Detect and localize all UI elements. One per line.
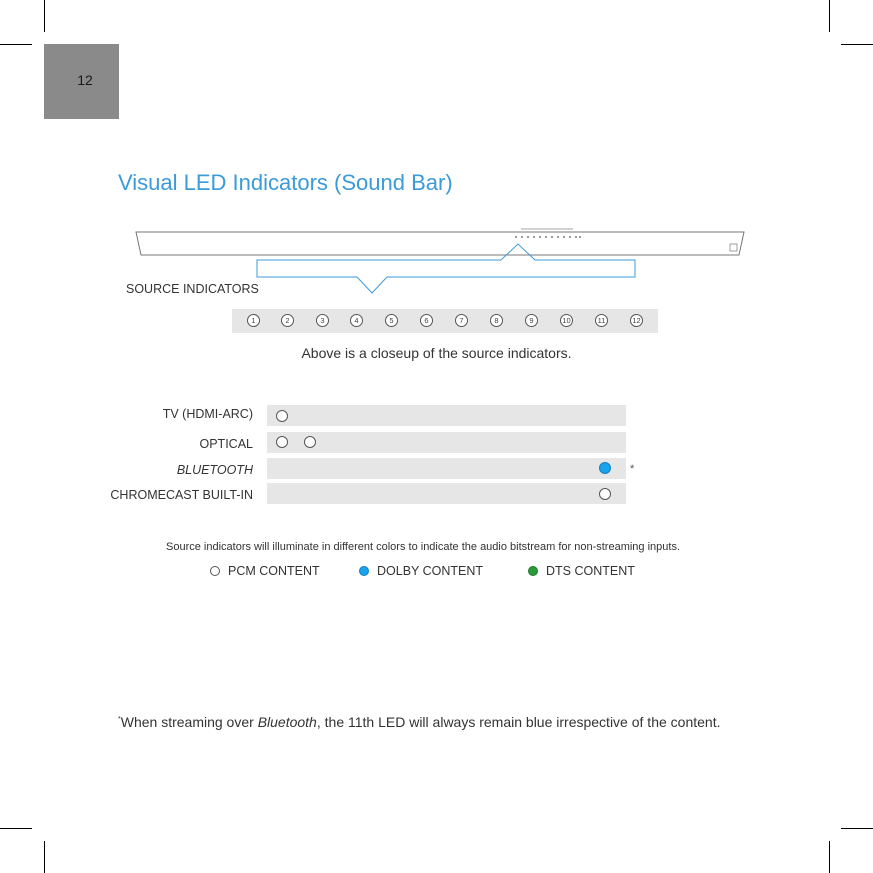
legend-dolby bbox=[359, 564, 483, 578]
indicator-number: 3 bbox=[316, 314, 329, 327]
led-indicator-2 bbox=[304, 436, 316, 448]
led-indicator-1 bbox=[276, 436, 288, 448]
footnote-mark: * bbox=[118, 716, 121, 723]
input-row-bluetooth bbox=[267, 458, 626, 479]
crop-mark bbox=[841, 828, 873, 829]
legend-dolby-label: DOLBY CONTENT bbox=[377, 564, 484, 578]
dts-led-icon bbox=[528, 566, 538, 576]
dolby-led-icon bbox=[359, 566, 369, 576]
led-indicator-11 bbox=[599, 488, 611, 500]
crop-mark bbox=[44, 841, 45, 873]
footnote-emphasis: Bluetooth bbox=[257, 714, 317, 730]
crop-mark bbox=[841, 44, 873, 45]
legend-pcm bbox=[210, 564, 320, 578]
page-title: Visual LED Indicators (Sound Bar) bbox=[118, 170, 453, 195]
indicator-number: 5 bbox=[385, 314, 398, 327]
indicator-number: 12 bbox=[630, 314, 643, 327]
source-indicator-strip bbox=[232, 309, 658, 333]
indicator-number: 4 bbox=[350, 314, 363, 327]
indicator-number: 10 bbox=[560, 314, 573, 327]
led-indicator-1 bbox=[276, 410, 288, 422]
crop-mark bbox=[44, 0, 45, 32]
crop-mark bbox=[829, 0, 830, 32]
crop-mark bbox=[0, 44, 32, 45]
pcm-led-icon bbox=[210, 566, 220, 576]
indicator-number: 1 bbox=[247, 314, 260, 327]
indicator-number: 11 bbox=[595, 314, 608, 327]
indicator-number: 2 bbox=[281, 314, 294, 327]
indicator-number: 7 bbox=[455, 314, 468, 327]
indicator-number: 9 bbox=[525, 314, 538, 327]
crop-mark bbox=[0, 828, 32, 829]
footnote-suffix: , the 11th LED will always remain blue irrespective of the content. bbox=[316, 714, 721, 730]
input-row-chromecast bbox=[267, 483, 626, 504]
input-row-optical bbox=[267, 432, 626, 453]
input-label-chromecast: CHROMECAST BUILT-IN bbox=[110, 488, 253, 502]
indicator-number: 6 bbox=[420, 314, 433, 327]
bluetooth-asterisk: * bbox=[630, 463, 635, 475]
footnote bbox=[118, 714, 720, 730]
legend-pcm-label: PCM CONTENT bbox=[228, 564, 320, 578]
legend-dts-label: DTS CONTENT bbox=[546, 564, 635, 578]
input-label-optical: OPTICAL bbox=[199, 437, 253, 451]
diagram-caption: Above is a closeup of the source indicators. bbox=[301, 345, 572, 361]
input-label-bluetooth: BLUETOOTH bbox=[176, 463, 253, 477]
page-number: 12 bbox=[77, 72, 93, 88]
led-indicator-11 bbox=[599, 462, 611, 474]
input-row-tv bbox=[267, 405, 626, 426]
crop-mark bbox=[829, 841, 830, 873]
legend-note: Source indicators will illuminate in different colors to indicate the audio bitstream for non-streaming inputs. bbox=[166, 541, 680, 553]
source-indicators-label: SOURCE INDICATORS bbox=[126, 282, 259, 296]
legend-dts bbox=[528, 564, 635, 578]
indicator-number: 8 bbox=[490, 314, 503, 327]
footnote-prefix: When streaming over bbox=[120, 714, 258, 730]
input-label-tv: TV (HDMI-ARC) bbox=[162, 407, 253, 421]
page-number-tab bbox=[44, 44, 119, 119]
